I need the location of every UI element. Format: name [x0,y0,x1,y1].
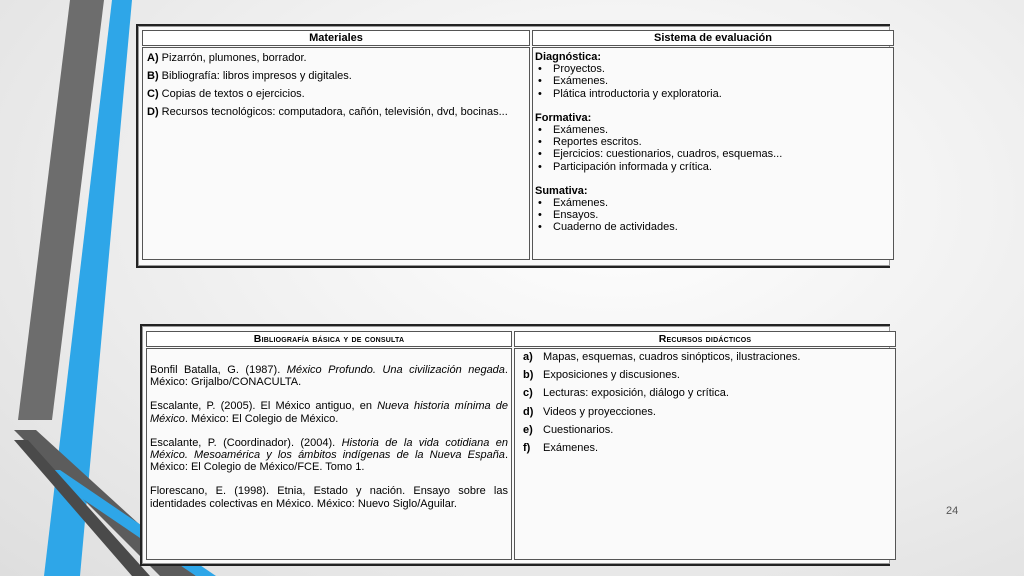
formative-item: • Exámenes. [535,124,885,136]
materials-item: D) Recursos tecnológicos: computadora, cañón, televisión, dvd, bocinas... [147,106,508,118]
resources-header: Recursos didácticos [514,331,896,347]
resource-item: d) Videos y proyecciones. [523,405,656,418]
bibliography-header: Bibliografía básica y de consulta [146,331,512,347]
formative-item: • Ejercicios: cuestionarios, cuadros, esquemas... [535,148,885,160]
resource-item: b) Exposiciones y discusiones. [523,369,680,382]
bibliography-ref: Bonfil Batalla, G. (1987). México Profundo. Una civilización negada. México: Grijalbo/CONACULTA. [150,364,508,389]
materials-evaluation-table [136,24,890,268]
materials-item: A) Pizarrón, plumones, borrador. [147,52,307,64]
formative-item: • Participación informada y crítica. [535,161,885,173]
resources-cell [514,348,896,560]
materials-header: Materiales [142,30,530,46]
diagnostic-item: • Proyectos. [535,63,885,75]
evaluation-header: Sistema de evaluación [532,30,894,46]
summative-item: • Ensayos. [535,209,885,221]
diagnostic-item: • Exámenes. [535,75,885,87]
summative-title: Sumativa: [535,184,588,197]
resource-item: c) Lecturas: exposición, diálogo y crítica. [523,387,729,400]
evaluation-cell [532,47,894,260]
bibliography-ref: Escalante, P. (2005). El México antiguo, en Nueva historia mínima de México. México: El Colegio de México. [150,400,508,425]
bibliography-ref: Florescano, E. (1998). Etnia, Estado y nación. Ensayo sobre las identidades colectivas en México. México: Nuevo Siglo/Aguilar. [150,485,508,510]
bibliography-resources-table [140,324,890,566]
formative-item: • Reportes escritos. [535,136,885,148]
diagnostic-item: • Plática introductoria y exploratoria. [535,88,885,100]
summative-item: • Cuaderno de actividades. [535,221,885,233]
page-number: 24 [946,505,959,517]
materials-item: C) Copias de textos o ejercicios. [147,88,305,100]
materials-item: B) Bibliografía: libros impresos y digitales. [147,70,352,82]
formative-title: Formativa: [535,111,592,124]
resource-item: f) Exámenes. [523,442,599,455]
bibliography-cell [146,348,512,560]
diagnostic-title: Diagnóstica: [535,51,602,63]
resource-item: e) Cuestionarios. [523,423,614,436]
materials-cell [142,47,530,260]
bibliography-ref: Escalante, P. (Coordinador). (2004). Historia de la vida cotidiana en México. Mesoamérica y los ámbitos indígenas de la Nueva España. México: El Colegio de México/FCE. Tomo 1. [150,436,508,474]
resource-item: a) Mapas, esquemas, cuadros sinópticos, ilustraciones. [523,351,801,363]
summative-item: • Exámenes. [535,197,885,209]
